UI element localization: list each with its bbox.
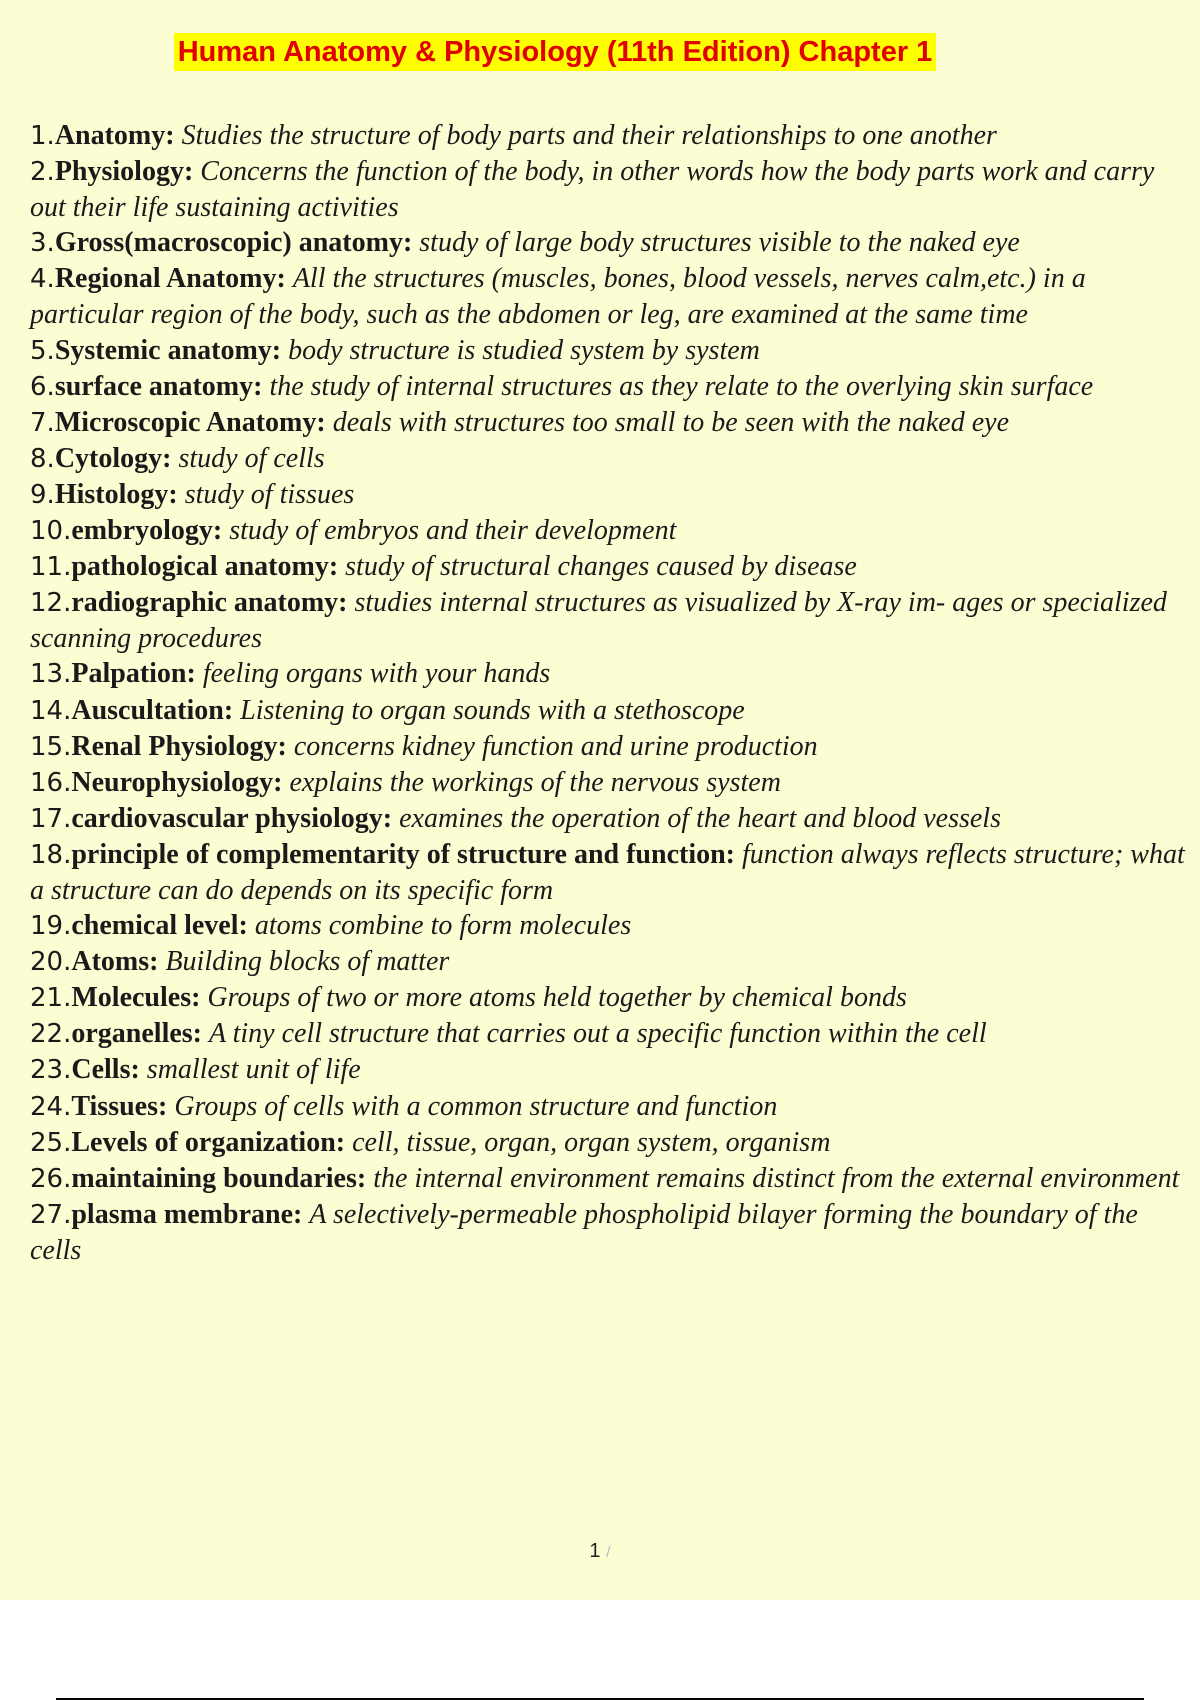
- entry-term: Cytology:: [54, 442, 172, 474]
- entry-number: 15.: [30, 731, 72, 762]
- definition-entry: [30, 225, 1195, 261]
- entry-number: 23.: [30, 1055, 72, 1086]
- entry-term: Anatomy:: [54, 120, 175, 151]
- entry-term: pathological anatomy:: [71, 551, 339, 583]
- entry-number: 20.: [30, 947, 72, 978]
- entry-term: Neurophysiology:: [71, 766, 283, 798]
- entry-definition: study of structural changes caused by disease: [345, 551, 857, 583]
- entry-definition: body structure is studied system by system: [288, 334, 760, 366]
- entry-definition: study of large body structures visible to the naked eye: [419, 227, 1020, 259]
- entry-term: chemical level:: [71, 910, 248, 942]
- entry-term: Molecules:: [71, 982, 201, 1014]
- entry-definition: cell, tissue, organ, organ system, organism: [352, 1126, 831, 1158]
- definition-entry: [30, 261, 1195, 332]
- definition-entry: [30, 729, 1195, 765]
- entry-definition: Studies the structure of body parts and their relationships to one another: [181, 120, 997, 151]
- entry-definition: atoms combine to form molecules: [254, 910, 632, 942]
- entry-definition: Groups of cells with a common structure and function: [174, 1090, 778, 1122]
- entry-number: 14.: [30, 695, 72, 726]
- definition-entry: [30, 549, 1195, 585]
- entry-term: Regional Anatomy:: [54, 263, 286, 295]
- entry-term: principle of complementarity of structure and function:: [71, 838, 735, 870]
- definition-entry: [30, 908, 1195, 944]
- entry-definition: A selectively-permeable phospholipid bilayer forming the boundary of the cells: [30, 1198, 1138, 1266]
- definition-entry: [30, 1197, 1195, 1268]
- entry-definition: study of cells: [178, 442, 325, 474]
- entry-term: Microscopic Anatomy:: [54, 406, 326, 438]
- entry-definition: study of embryos and their development: [229, 515, 677, 547]
- definition-entry: [30, 369, 1195, 405]
- entry-definition: study of tissues: [184, 478, 355, 510]
- entry-number: 16.: [30, 767, 72, 798]
- definition-entry: [30, 1016, 1195, 1052]
- definition-entry: [30, 118, 1195, 154]
- entry-definition: All the structures (muscles, bones, blood vessels, nerves calm,etc.) in a particular region of the body, such as the abdomen or leg, are examined at the same time: [30, 263, 1086, 331]
- entry-number: 18.: [30, 839, 72, 870]
- entry-definition: the study of internal structures as they relate to the overlying skin surface: [269, 370, 1094, 402]
- definition-entry: [30, 1161, 1195, 1197]
- definition-entry: [30, 585, 1195, 656]
- entry-term: maintaining boundaries:: [71, 1162, 367, 1194]
- entry-definition: Groups of two or more atoms held together by chemical bonds: [207, 982, 907, 1014]
- entry-number: 17.: [30, 803, 72, 834]
- entry-number: 1.: [30, 121, 55, 151]
- entry-number: 24.: [30, 1091, 72, 1122]
- entry-number: 21.: [30, 983, 72, 1014]
- entry-term: Cells:: [71, 1054, 140, 1086]
- page-number: [0, 1540, 1200, 1563]
- entry-number: 22.: [30, 1019, 72, 1050]
- definition-entry: [30, 441, 1195, 477]
- entry-number: 6.: [30, 371, 55, 402]
- entry-term: surface anatomy:: [54, 370, 263, 402]
- page-number-value: 1: [589, 1540, 601, 1562]
- entry-definition: explains the workings of the nervous system: [289, 766, 781, 798]
- entry-number: 7.: [30, 407, 55, 438]
- definition-entry: [30, 405, 1195, 441]
- page-number-separator: /: [606, 1544, 611, 1561]
- entry-definition: Listening to organ sounds with a stethoscope: [240, 694, 745, 726]
- entry-definition: function always reflects structure; what a structure can do depends on its specific form: [30, 838, 1185, 906]
- entry-term: cardiovascular physiology:: [71, 802, 393, 834]
- entry-term: Systemic anatomy:: [54, 334, 282, 366]
- entry-number: 25.: [30, 1127, 72, 1158]
- entry-number: 8.: [30, 443, 55, 474]
- definition-entry: [30, 837, 1195, 908]
- entry-number: 5.: [30, 335, 55, 366]
- entry-number: 26.: [30, 1163, 72, 1194]
- entry-term: plasma membrane:: [71, 1198, 303, 1230]
- entry-term: Gross(macroscopic) anatomy:: [54, 227, 413, 259]
- entry-definition: studies internal structures as visualized by X-ray im- ages or specialized scanning procedures: [30, 587, 1167, 655]
- entry-term: Levels of organization:: [71, 1126, 346, 1158]
- definition-entry: [30, 477, 1195, 513]
- entry-term: Atoms:: [71, 946, 159, 978]
- entry-term: organelles:: [71, 1018, 202, 1050]
- entry-definition: Concerns the function of the body, in other words how the body parts work and carry out their life sustaining activities: [30, 156, 1155, 224]
- definition-entry: [30, 1089, 1195, 1125]
- entry-number: 2.: [30, 157, 55, 188]
- entry-definition: smallest unit of life: [146, 1054, 361, 1086]
- entry-number: 9.: [30, 479, 55, 510]
- entry-term: embryology:: [71, 515, 223, 547]
- entry-term: Physiology:: [54, 156, 194, 188]
- definition-entry: [30, 1052, 1195, 1088]
- entry-term: Renal Physiology:: [71, 730, 287, 762]
- entry-term: Auscultation:: [71, 694, 234, 726]
- definition-entry: [30, 513, 1195, 549]
- definition-list: [30, 118, 1195, 1268]
- page-title: Human Anatomy & Physiology (11th Edition) Chapter 1: [174, 33, 937, 71]
- entry-number: 4.: [30, 264, 55, 295]
- definition-entry: [30, 980, 1195, 1016]
- definition-entry: [30, 1125, 1195, 1161]
- definition-entry: [30, 154, 1195, 225]
- entry-number: 10.: [30, 516, 72, 547]
- entry-definition: examines the operation of the heart and blood vessels: [399, 802, 1001, 834]
- entry-number: 19.: [30, 911, 72, 942]
- definition-entry: [30, 693, 1195, 729]
- entry-number: 13.: [30, 659, 72, 690]
- entry-definition: deals with structures too small to be seen with the naked eye: [332, 406, 1009, 438]
- entry-term: radiographic anatomy:: [71, 587, 348, 619]
- entry-number: 12.: [30, 588, 72, 619]
- definition-entry: [30, 765, 1195, 801]
- entry-term: Tissues:: [71, 1090, 168, 1122]
- entry-definition: A tiny cell structure that carries out a specific function within the cell: [209, 1018, 987, 1050]
- title-container: [0, 33, 1110, 71]
- entry-number: 11.: [30, 552, 72, 583]
- entry-number: 3.: [30, 228, 55, 259]
- entry-definition: feeling organs with your hands: [202, 658, 551, 690]
- definition-entry: [30, 801, 1195, 837]
- entry-term: Palpation:: [71, 658, 196, 690]
- definition-entry: [30, 656, 1195, 692]
- entry-definition: the internal environment remains distinct from the external environment: [373, 1162, 1180, 1194]
- definition-entry: [30, 944, 1195, 980]
- entry-definition: Building blocks of matter: [165, 946, 450, 978]
- definition-entry: [30, 333, 1195, 369]
- entry-term: Histology:: [54, 478, 178, 510]
- entry-definition: concerns kidney function and urine production: [293, 730, 818, 762]
- entry-number: 27.: [30, 1199, 72, 1230]
